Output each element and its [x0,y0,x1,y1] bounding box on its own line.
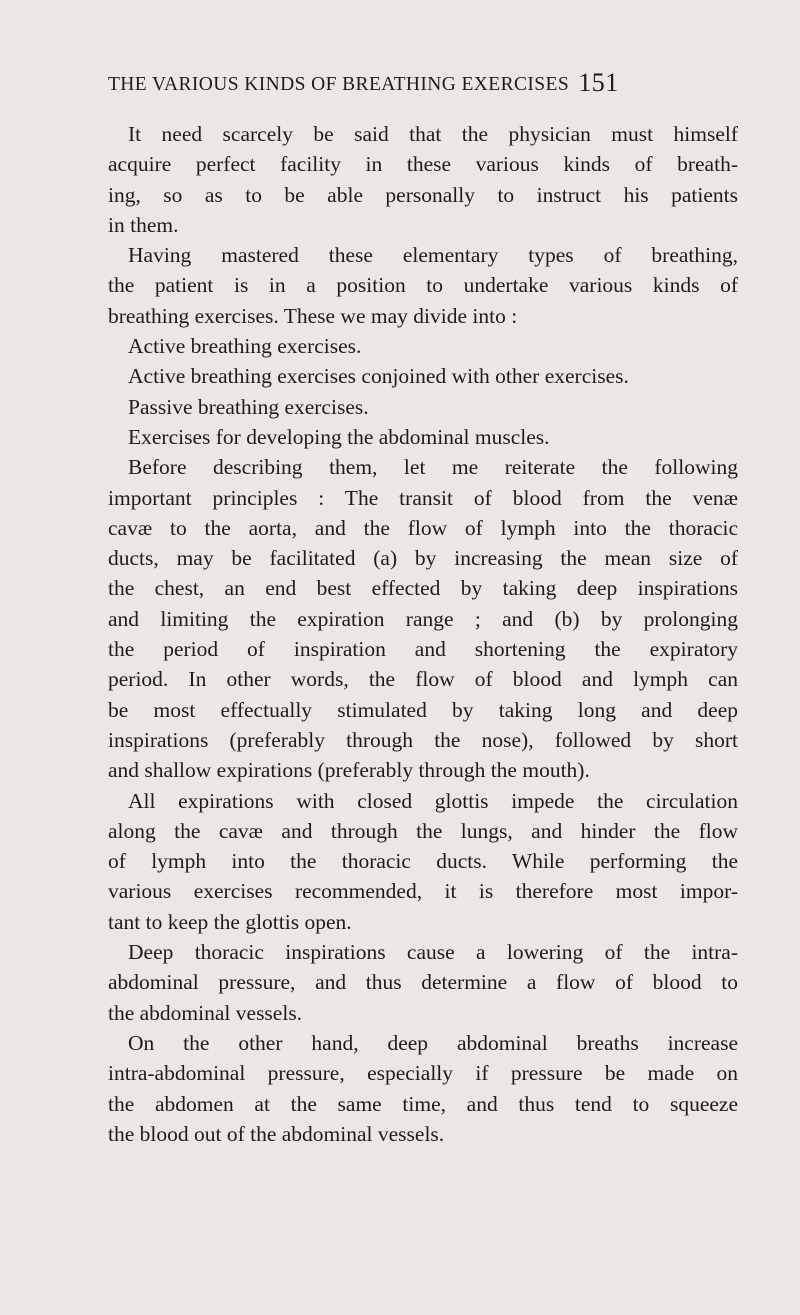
text-line: ing, so as to be able personally to instruct his patients [108,182,738,207]
running-header [108,68,748,100]
text-line: Passive breathing exercises. [128,394,369,419]
running-title: THE VARIOUS KINDS OF BREATHING EXERCISES [108,74,570,95]
text-line: tant to keep the glottis open. [108,909,352,934]
body-text [108,119,738,1149]
text-line: period. In other words, the flow of blood and lymph can [108,667,738,692]
text-line: ducts, may be facilitated (a) by increasing the mean size of [108,546,738,571]
text-line: Before describing them, let me reiterate the following [128,455,738,480]
text-line: Exercises for developing the abdominal muscles. [128,424,550,449]
text-line: Active breathing exercises. [128,334,362,359]
text-line: in them. [108,212,179,237]
text-line: the blood out of the abdominal vessels. [108,1121,445,1146]
text-line: acquire perfect facility in these various kinds of breath- [108,152,738,177]
text-line: It need scarcely be said that the physician must himself [128,122,738,146]
text-line: the chest, an end best effected by taking deep inspirations [108,576,738,601]
text-line: Active breathing exercises conjoined with other exercises. [128,364,629,389]
text-line: the patient is in a position to undertake various kinds of [108,273,738,298]
text-line: breathing exercises. These we may divide into : [108,303,518,328]
text-line: and limiting the expiration range ; and (b) by prolonging [108,606,738,631]
text-line: of lymph into the thoracic ducts. While performing the [108,849,738,874]
text-line: On the other hand, deep abdominal breaths increase [128,1030,738,1055]
text-line: All expirations with closed glottis impede the circulation [128,788,738,813]
text-line: inspirations (preferably through the nose), followed by short [108,727,738,752]
text-line: abdominal pressure, and thus determine a flow of blood to [108,970,738,995]
text-line: Deep thoracic inspirations cause a lowering of the intra- [128,940,738,965]
text-line: the abdominal vessels. [108,1000,303,1025]
text-line: intra-abdominal pressure, especially if pressure be made on [108,1061,738,1086]
text-line: and shallow expirations (preferably through the mouth). [108,758,590,783]
text-line: important principles : The transit of blood from the venæ [108,485,738,510]
page-number: 151 [578,68,619,97]
text-line: various exercises recommended, it is therefore most impor- [108,879,738,904]
text-line: the abdomen at the same time, and thus tend to squeeze [108,1091,738,1116]
text-line: the period of inspiration and shortening the expiratory [108,637,738,662]
text-line: be most effectually stimulated by taking long and deep [108,697,738,722]
text-line: cavæ to the aorta, and the flow of lymph into the thoracic [108,515,738,540]
text-line: along the cavæ and through the lungs, and hinder the flow [108,818,738,843]
text-line: Having mastered these elementary types of breathing, [128,243,738,268]
